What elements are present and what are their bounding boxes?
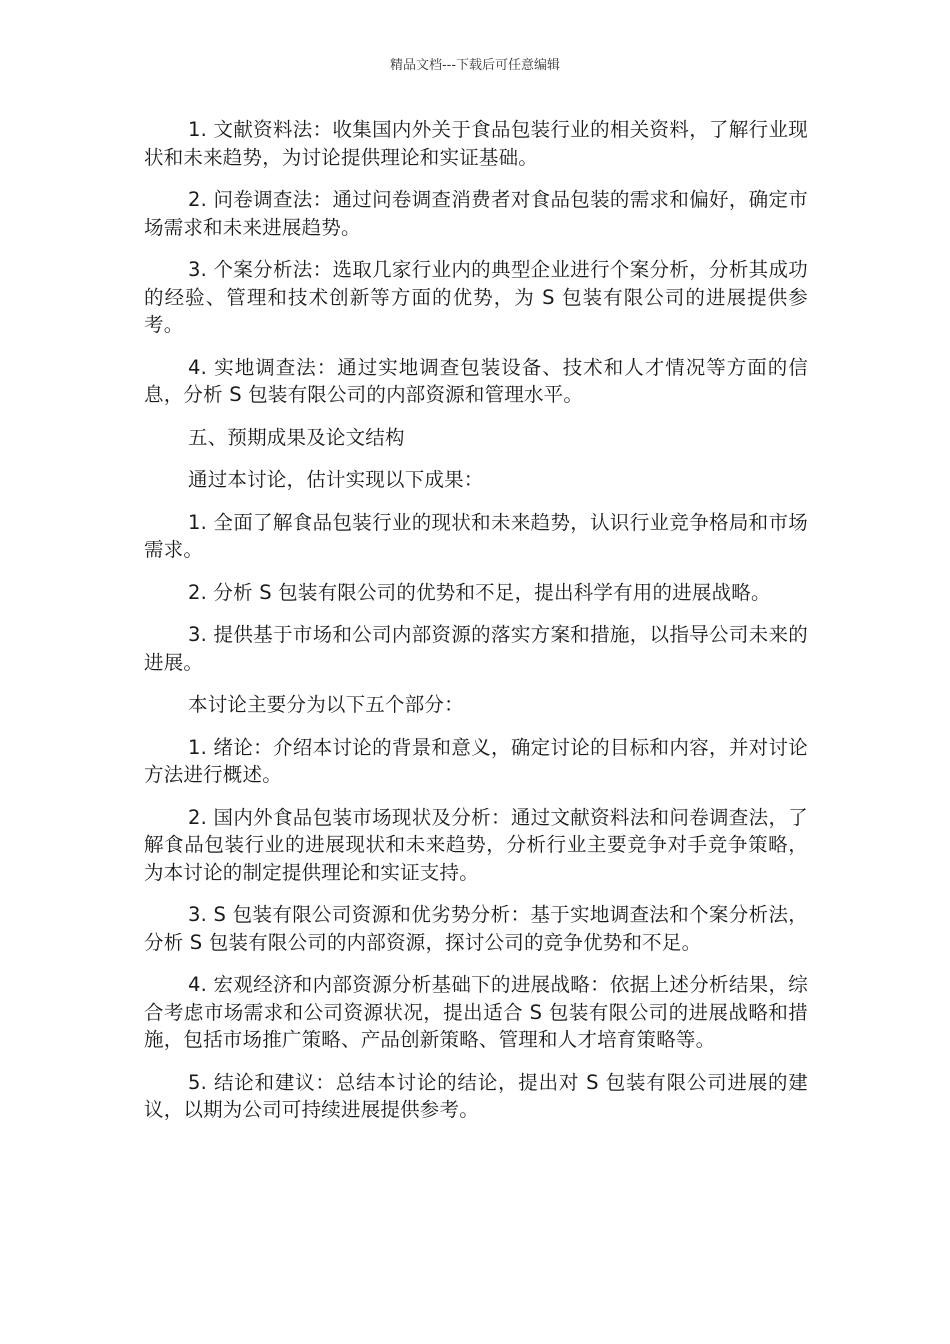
paragraph-method-case-study: 3. 个案分析法：选取几家行业内的典型企业进行个案分析，分析其成功的经验、管理和技术创新等方面的优势，为 S 包装有限公司的进展提供参考。	[144, 258, 808, 336]
section-heading-expected-results: 五、预期成果及论文结构	[188, 425, 405, 449]
paragraph-results-intro: 通过本讨论，估计实现以下成果：	[188, 468, 484, 491]
paragraph-result-3: 3. 提供基于市场和公司内部资源的落实方案和措施，以指导公司未来的进展。	[144, 623, 808, 674]
paragraph-result-2: 2. 分析 S 包装有限公司的优势和不足，提出科学有用的进展战略。	[188, 580, 771, 604]
paragraph-method-literature: 1. 文献资料法：收集国内外关于食品包装行业的相关资料，了解行业现状和未来趋势，为讨论提供理论和实证基础。	[144, 118, 808, 169]
paragraph-structure-intro: 本讨论主要分为以下五个部分：	[188, 693, 464, 716]
paragraph-structure-4: 4. 宏观经济和内部资源分析基础下的进展战略：依据上述分析结果，综合考虑市场需求和公司资源状况，提出适合 S 包装有限公司的进展战略和措施，包括市场推广策略、产品创新策略、管理和人才培育策略等。	[144, 973, 808, 1051]
paragraph-structure-5: 5. 结论和建议：总结本讨论的结论，提出对 S 包装有限公司进展的建议，以期为公司可持续进展提供参考。	[144, 1070, 808, 1121]
page-header: 精品文档---下载后可任意编辑	[389, 58, 561, 73]
paragraph-method-survey: 2. 问卷调查法：通过问卷调查消费者对食品包装的需求和偏好，确定市场需求和未来进展趋势。	[144, 188, 808, 239]
paragraph-structure-2: 2. 国内外食品包装市场现状及分析：通过文献资料法和问卷调查法，了解食品包装行业的进展现状和未来趋势，分析行业主要竞争对手竞争策略，为本讨论的制定提供理论和实证支持。	[144, 805, 808, 884]
document-body	[144, 116, 808, 1139]
paragraph-method-field-research: 4. 实地调查法：通过实地调查包装设备、技术和人才情况等方面的信息，分析 S 包装有限公司的内部资源和管理水平。	[144, 355, 808, 406]
paragraph-structure-1: 1. 绪论：介绍本讨论的背景和意义，确定讨论的目标和内容，并对讨论方法进行概述。	[144, 735, 808, 786]
paragraph-result-1: 1. 全面了解食品包装行业的现状和未来趋势，认识行业竞争格局和市场需求。	[144, 510, 808, 561]
paragraph-structure-3: 3. S 包装有限公司资源和优劣势分析：基于实地调查法和个案分析法，分析 S 包装有限公司的内部资源，探讨公司的竞争优势和不足。	[144, 903, 808, 954]
